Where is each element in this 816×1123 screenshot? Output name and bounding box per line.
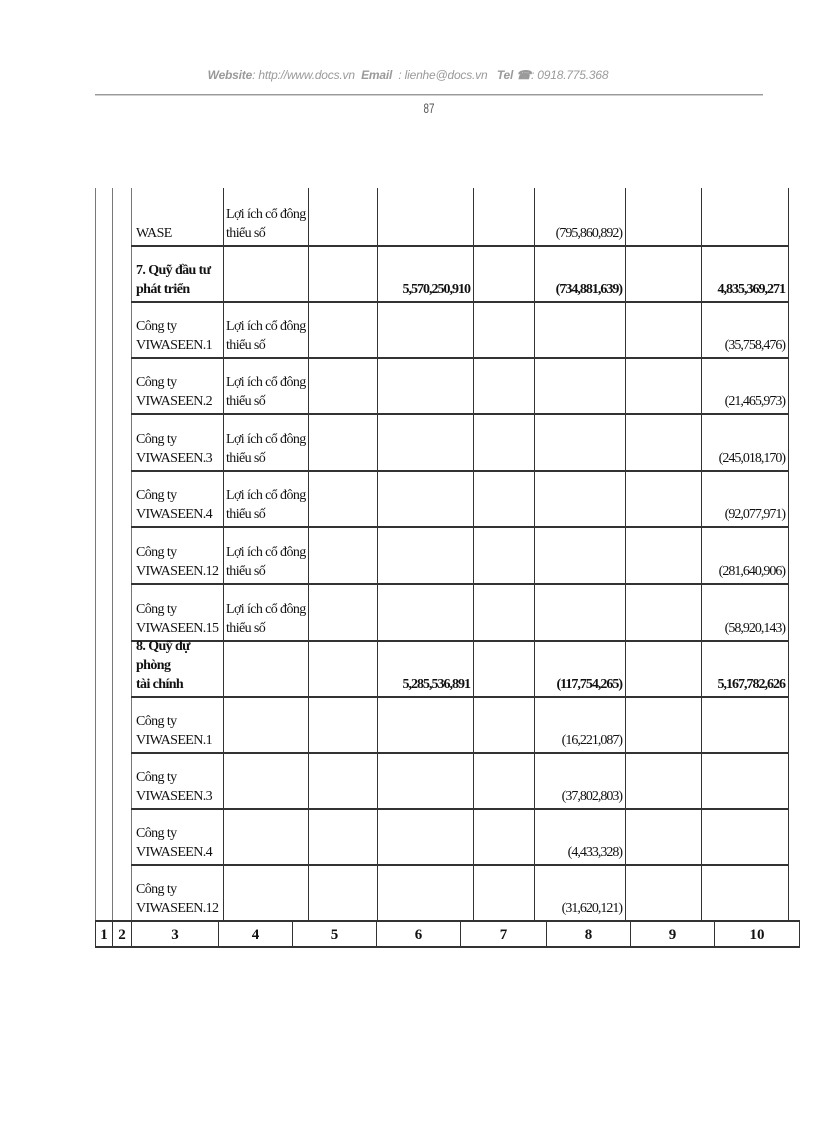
row-name-line: VIWASEEN.3	[136, 789, 213, 804]
row-name-line: Công ty	[136, 319, 177, 334]
row-name	[131, 866, 223, 920]
value-col8: (795,860,892)	[555, 226, 622, 241]
row-description-line: thiểu số	[226, 564, 266, 579]
row-name	[131, 359, 223, 413]
row-name-line: WASE	[136, 226, 172, 241]
row-description	[223, 359, 308, 413]
row-name-line: VIWASEEN.1	[136, 733, 213, 748]
page-header	[0, 68, 816, 82]
tel-label: Tel	[496, 68, 514, 82]
column-number-8: 8	[546, 922, 630, 948]
row-name-line: Công ty	[136, 488, 177, 503]
website-label: Website	[207, 68, 253, 82]
value-col8: (4,433,328)	[567, 845, 622, 860]
row-name-line: Công ty	[136, 770, 177, 785]
row-name-line: VIWASEEN.2	[136, 394, 213, 409]
row-divider	[131, 808, 788, 810]
row-description	[223, 472, 308, 526]
column-number-7: 7	[460, 922, 546, 948]
row-description-line: thiểu số	[226, 621, 266, 636]
email-label: Email	[361, 68, 393, 82]
row-name-line: VIWASEEN.3	[136, 451, 213, 466]
row-name	[131, 810, 223, 864]
value-col10: (35,758,476)	[724, 338, 785, 353]
row-name-line: Công ty	[136, 375, 177, 390]
row-description-line: Lợi ích cổ đông	[226, 207, 306, 222]
column-divider	[112, 188, 113, 920]
header-rule	[95, 94, 763, 96]
row-divider	[131, 696, 788, 698]
row-name-line: 7. Quỹ đầu tư	[136, 263, 211, 278]
row-name-line: VIWASEEN.4	[136, 845, 213, 860]
value-col10: (58,920,143)	[724, 621, 785, 636]
row-name	[131, 303, 223, 357]
column-divider	[788, 188, 789, 920]
value-col10: (21,465,973)	[724, 394, 785, 409]
row-description-line: Lợi ích cổ đông	[226, 432, 306, 447]
row-name-line: Công ty	[136, 602, 177, 617]
value-col10: (245,018,170)	[718, 451, 785, 466]
row-name	[131, 639, 223, 696]
row-name-line: VIWASEEN.1	[136, 338, 213, 353]
page-number: 87	[423, 100, 435, 116]
row-name-line: VIWASEEN.12	[136, 901, 219, 916]
row-description-line: thiểu số	[226, 394, 266, 409]
row-name-line: Công ty	[136, 432, 177, 447]
row-divider	[131, 752, 788, 754]
row-name	[131, 528, 223, 583]
row-name	[131, 698, 223, 752]
column-number-5: 5	[292, 922, 376, 948]
column-divider	[95, 188, 96, 920]
row-description-line: Lợi ích cổ đông	[226, 319, 306, 334]
row-description-line: Lợi ích cổ đông	[226, 602, 306, 617]
column-number-2: 2	[112, 922, 131, 948]
phone-icon: ☎	[516, 68, 532, 82]
column-number-4: 4	[218, 922, 292, 948]
row-description-line: Lợi ích cổ đông	[226, 545, 306, 560]
row-description-line: Lợi ích cổ đông	[226, 375, 306, 390]
value-col10: 5,167,782,626	[717, 677, 785, 692]
row-name-line: VIWASEEN.12	[136, 564, 219, 579]
email-value: : lienhe@docs.vn	[398, 68, 488, 82]
row-name-line: phát triển	[136, 282, 190, 297]
column-number-6: 6	[376, 922, 460, 948]
column-number-9: 9	[630, 922, 714, 948]
row-name-line: Công ty	[136, 882, 177, 897]
row-description	[223, 415, 308, 470]
column-number-10: 10	[714, 922, 800, 948]
row-name	[131, 472, 223, 526]
column-number-row	[95, 920, 800, 948]
value-col10: (92,077,971)	[724, 507, 785, 522]
row-name	[131, 247, 223, 301]
row-description-line: thiểu số	[226, 507, 266, 522]
row-description	[223, 190, 308, 245]
row-name	[131, 415, 223, 470]
row-name-line: 8. Quỹ dự phòng	[136, 639, 190, 673]
row-name-line: VIWASEEN.4	[136, 507, 213, 522]
column-divider	[308, 188, 309, 920]
value-col8: (31,620,121)	[561, 901, 622, 916]
row-description	[223, 303, 308, 357]
row-name-line: tài chính	[136, 677, 184, 692]
row-description-line: thiểu số	[226, 451, 266, 466]
value-col6: 5,285,536,891	[402, 677, 470, 692]
row-description	[223, 585, 308, 640]
column-number-1: 1	[95, 922, 112, 948]
row-name-line: Công ty	[136, 826, 177, 841]
value-col8: (16,221,087)	[561, 733, 622, 748]
value-col8: (37,802,803)	[561, 789, 622, 804]
website-value: : http://www.docs.vn	[252, 68, 355, 82]
row-name	[131, 585, 223, 640]
row-divider	[131, 864, 788, 866]
row-description-line: thiểu số	[226, 338, 266, 353]
value-col10: (281,640,906)	[718, 564, 785, 579]
value-col8: (734,881,639)	[555, 282, 622, 297]
column-divider	[625, 188, 626, 920]
value-col6: 5,570,250,910	[402, 282, 470, 297]
row-description-line: thiểu số	[226, 226, 266, 241]
row-name-line: Công ty	[136, 714, 177, 729]
value-col8: (117,754,265)	[556, 677, 622, 692]
row-name-line: Công ty	[136, 545, 177, 560]
column-divider	[473, 188, 474, 920]
row-name	[131, 190, 223, 245]
value-col10: 4,835,369,271	[717, 282, 785, 297]
tel-value: : 0918.775.368	[531, 68, 609, 82]
row-name-line: VIWASEEN.15	[136, 621, 219, 636]
row-description	[223, 528, 308, 583]
column-number-3: 3	[131, 922, 218, 948]
row-name	[131, 754, 223, 808]
row-description-line: Lợi ích cổ đông	[226, 488, 306, 503]
